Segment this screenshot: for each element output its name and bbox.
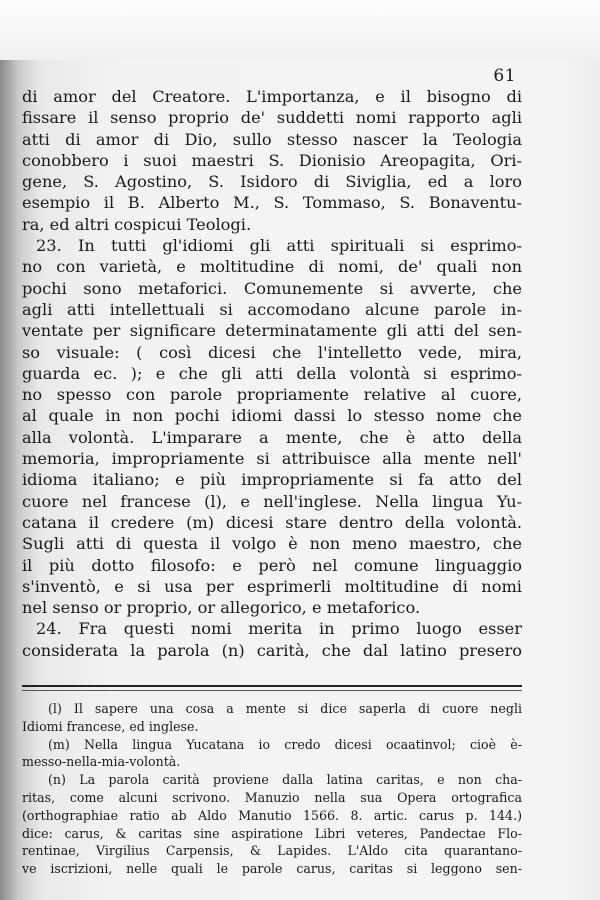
text-line: no con varietà, e moltitudine di nomi, de' quali non [22, 257, 522, 277]
footnote-l: (l) Il sapere una cosa a mente si dice saperla di cuore negli [48, 701, 522, 716]
text-line: al quale in non pochi idiomi dassi lo stesso nome che [22, 406, 522, 426]
footnote-line: dice: carus, & caritas sine aspiratione Libri veteres, Pandectae Flo- [22, 825, 522, 841]
scan-margin [0, 0, 600, 60]
footnote-line: messo-nella-mia-volontà. [22, 754, 181, 770]
text-line: agli atti intellettuali si accomodano alcune parole in- [22, 299, 522, 319]
text-line: nel senso or proprio, or allegorico, e metaforico. [22, 598, 421, 618]
page-number: 61 [493, 66, 516, 86]
separator-rule [22, 690, 522, 691]
paragraph-23-start: 23. In tutti gl'idiomi gli atti spirituali si esprimo- [36, 236, 522, 256]
text-line: idioma italiano; e più impropriamente si fa atto del [22, 470, 522, 490]
footnote-line: (orthographiae ratio ab Aldo Manutio 1566. 8. artic. carus p. 144.) [22, 807, 522, 823]
text-line: ventate per significare determinatamente gli atti del sen- [22, 321, 522, 341]
text-line: guarda ec. ); e che gli atti della volontà si esprimo- [22, 363, 522, 383]
text-line: memoria, impropriamente si attribuisce alla mente nell' [22, 449, 522, 469]
text-line: conobbero i suoi maestri S. Dionisio Areopagita, Ori- [22, 150, 522, 170]
text-line: ra, ed altri cospicui Teologi. [22, 214, 252, 234]
footnote-line: ve iscrizioni, nelle quali le parole carus, caritas si leggono sen- [22, 861, 522, 877]
footnote-m: (m) Nella lingua Yucatana io credo dicesi ocaatinvol; cioè è- [48, 736, 522, 752]
text-line: il più dotto filosofo: e però nel comune linguaggio [22, 555, 522, 575]
paragraph-24-start: 24. Fra questi nomi merita in primo luogo esser [36, 619, 522, 639]
text-line: so visuale: ( così dicesi che l'intelletto vede, mira, [22, 342, 522, 362]
footnote-line: Idiomi francese, ed inglese. [22, 718, 199, 734]
text-line: Sugli atti di questa il volgo è non meno maestro, che [22, 534, 522, 554]
footnote-line: ritas, come alcuni scrivono. Manuzio nella sua Opera ortografica [22, 789, 522, 805]
text-line: cuore nel francese (l), e nell'inglese. Nella lingua Yu- [22, 491, 522, 511]
text-line: di amor del Creatore. L'importanza, e il bisogno di [22, 87, 522, 106]
text-line: pochi sono metaforici. Comunemente si avverte, che [22, 278, 522, 298]
text-line: catana il credere (m) dicesi stare dentro della volontà. [22, 512, 522, 532]
text-line: atti di amor di Dio, sullo stesso nascer la Teologia [22, 129, 522, 149]
text-line: s'inventò, e si usa per esprimerli moltitudine di nomi [22, 576, 522, 596]
text-line: no spesso con parole propriamente relative al cuore, [22, 385, 522, 405]
text-line: gene, S. Agostino, S. Isidoro di Siviglia, ed a loro [22, 172, 522, 192]
main-text [22, 86, 522, 661]
text-line: alla volontà. L'imparare a mente, che è atto della [22, 427, 522, 447]
text-line: esempio il B. Alberto M., S. Tommaso, S. Bonaventu- [22, 193, 522, 213]
footnote-n: (n) La parola carità proviene dalla latina caritas, e non cha- [48, 772, 522, 788]
footnote-separator [22, 685, 522, 695]
text-line: considerata la parola (n) carità, che dal latino presero [22, 640, 522, 660]
footnote-line: rentinae, Virgilius Carpensis, & Lapides. L'Aldo cita quarantano- [22, 843, 522, 859]
text-line: fissare il senso proprio de' suddetti nomi rapporto agli [22, 108, 522, 128]
separator-rule [22, 685, 522, 687]
footnotes [22, 700, 522, 878]
